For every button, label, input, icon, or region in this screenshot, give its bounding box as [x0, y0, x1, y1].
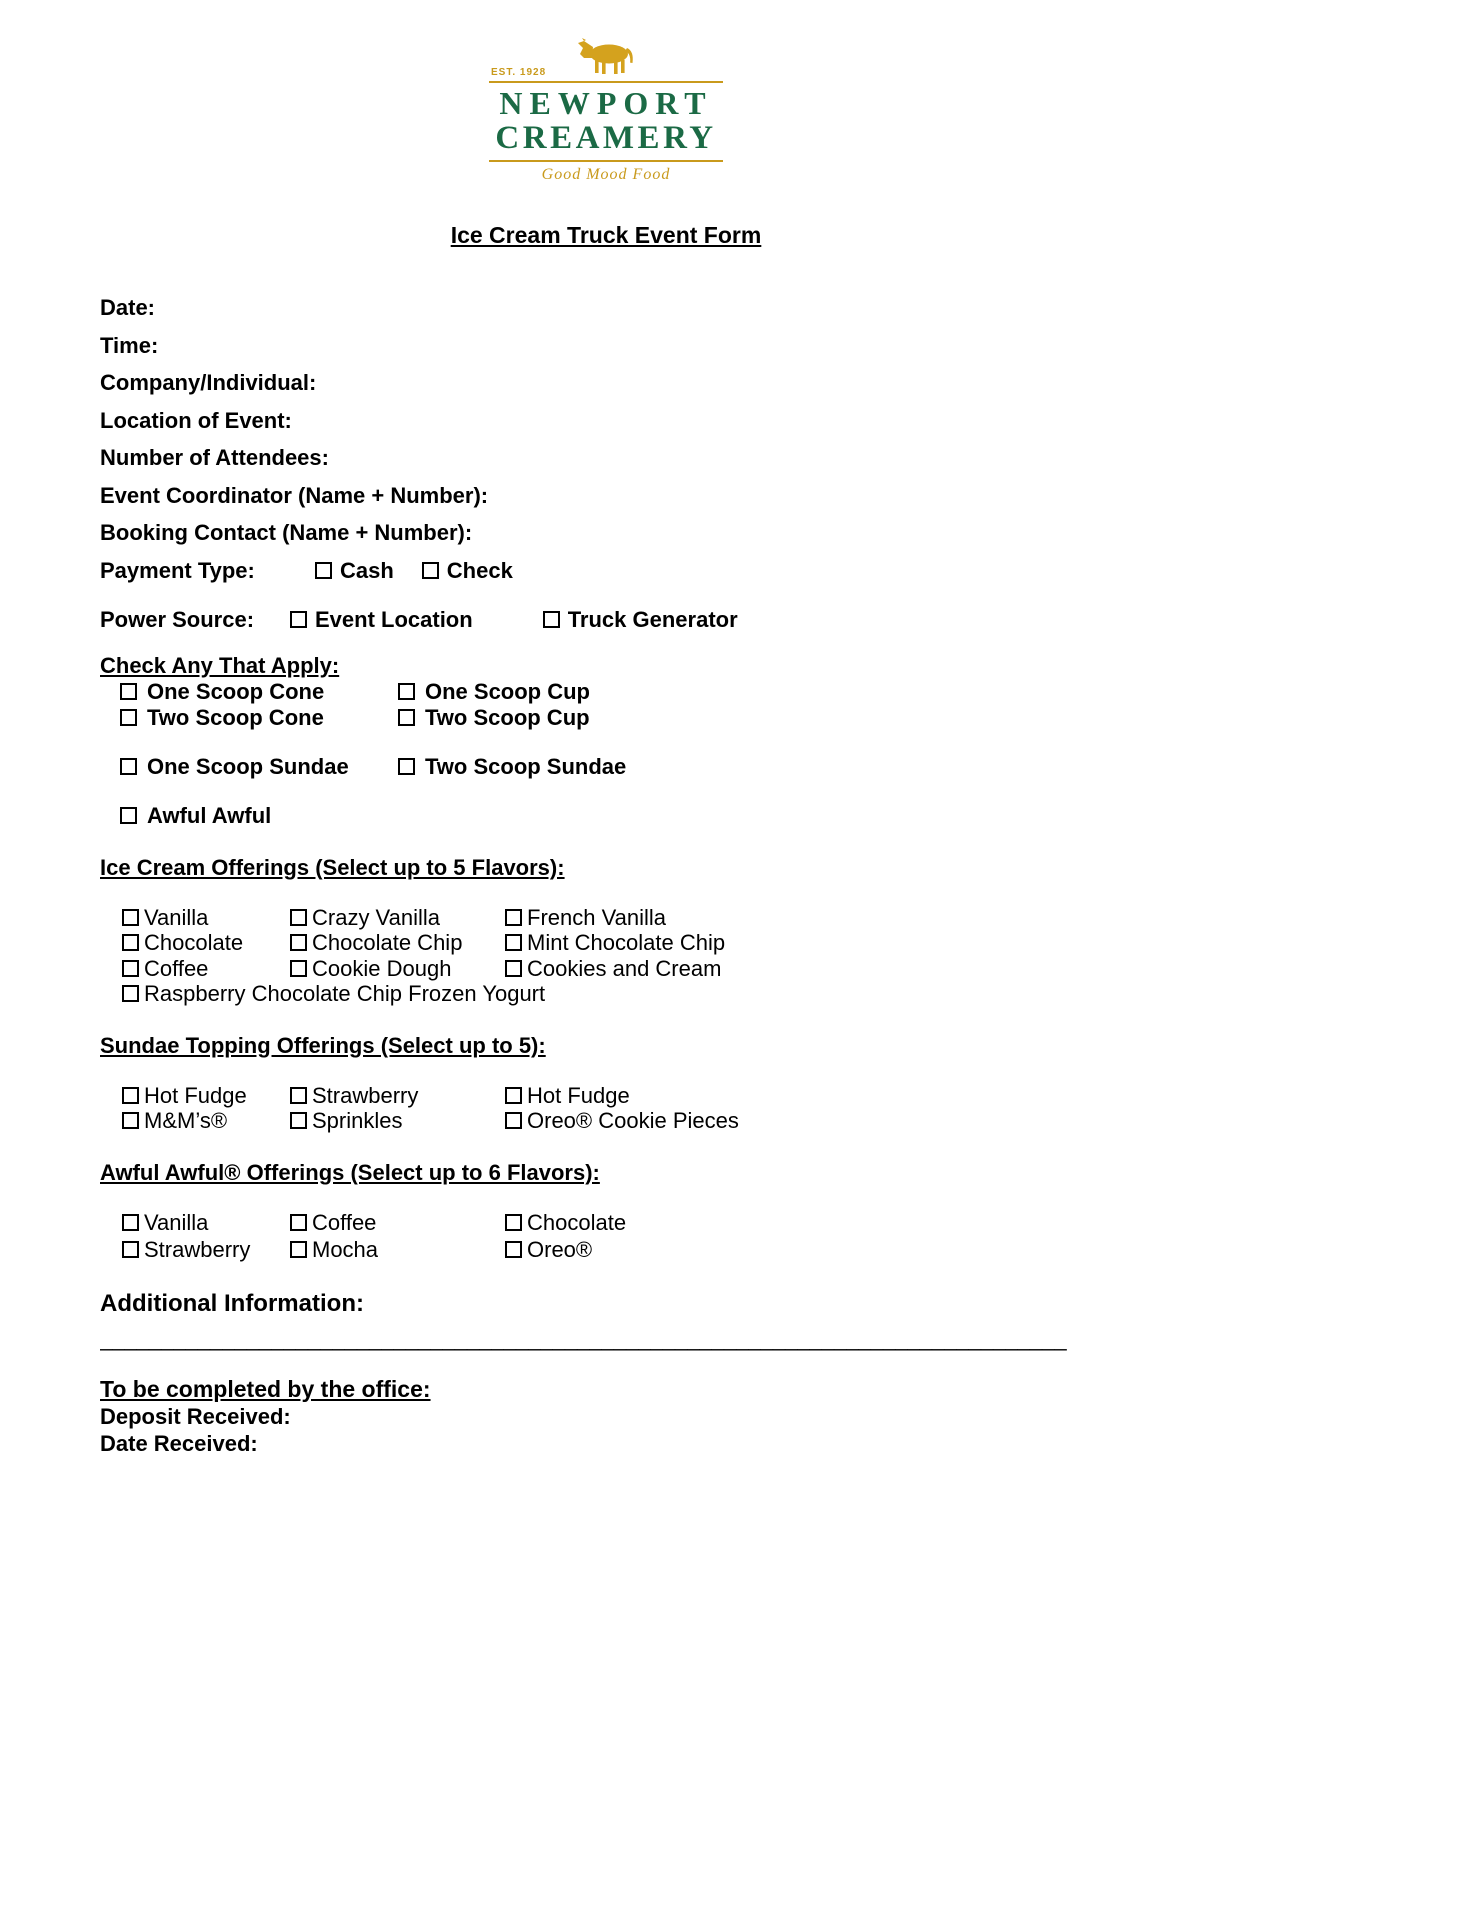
gold-divider-bottom: [489, 160, 723, 162]
hot-fudge-1-label: Hot Fudge: [144, 1082, 247, 1108]
french-vanilla-checkbox[interactable]: [505, 909, 522, 926]
date-received-label: Date Received:: [100, 1430, 258, 1456]
aa-strawberry-label: Strawberry: [144, 1237, 251, 1262]
power-option-event-location: [290, 601, 473, 639]
aa-vanilla-checkbox[interactable]: [122, 1214, 139, 1231]
aa-oreo-label: Oreo®: [527, 1237, 593, 1262]
field-event-coordinator: Event Coordinator (Name + Number):: [100, 482, 489, 508]
mms-checkbox[interactable]: [122, 1112, 139, 1129]
two-scoop-cup-checkbox[interactable]: [398, 709, 415, 726]
awful-awful-grid: [100, 1210, 1075, 1263]
payment-option-cash: [315, 552, 394, 590]
cookies-and-cream-label: Cookies and Cream: [527, 955, 722, 981]
field-company-individual: Company/Individual:: [100, 370, 317, 395]
item-coffee: [122, 956, 290, 982]
one-scoop-cone-label: One Scoop Cone: [147, 678, 325, 704]
two-scoop-sundae-checkbox[interactable]: [398, 758, 415, 775]
event-location-label: Event Location: [315, 607, 473, 632]
two-scoop-cone-checkbox[interactable]: [120, 709, 137, 726]
item-mint-chocolate-chip: [505, 930, 1075, 956]
ice-cream-offerings-section: [100, 855, 1075, 1007]
aa-mocha-label: Mocha: [312, 1237, 379, 1262]
item-two-scoop-cone: [120, 705, 398, 731]
header: [100, 34, 1112, 249]
mint-chocolate-chip-label: Mint Chocolate Chip: [527, 930, 726, 955]
mint-chocolate-chip-checkbox[interactable]: [505, 934, 522, 951]
sprinkles-label: Sprinkles: [312, 1108, 403, 1133]
crazy-vanilla-label: Crazy Vanilla: [312, 904, 440, 930]
truck-generator-checkbox[interactable]: [543, 611, 560, 628]
item-aa-vanilla: [122, 1210, 290, 1236]
hot-fudge-1-checkbox[interactable]: [122, 1087, 139, 1104]
item-two-scoop-cup: [398, 705, 1075, 731]
field-time: Time:: [100, 332, 159, 358]
item-one-scoop-sundae: [120, 754, 398, 780]
one-scoop-cone-checkbox[interactable]: [120, 683, 137, 700]
one-scoop-sundae-checkbox[interactable]: [120, 758, 137, 775]
cookie-dough-checkbox[interactable]: [290, 960, 307, 977]
awful-awful-offerings-section: [100, 1160, 1075, 1263]
item-crazy-vanilla: [290, 905, 505, 931]
item-mms: [122, 1108, 290, 1134]
item-vanilla: [122, 905, 290, 931]
item-strawberry-topping: [290, 1083, 505, 1109]
item-french-vanilla: [505, 905, 1075, 931]
raspberry-choc-chip-froyo-label: Raspberry Chocolate Chip Frozen Yogurt: [144, 981, 546, 1006]
logo-name-creamery: CREAMERY: [495, 120, 717, 156]
chocolate-chip-label: Chocolate Chip: [312, 930, 463, 955]
chocolate-checkbox[interactable]: [122, 934, 139, 951]
power-source-label: Power Source:: [100, 607, 255, 632]
field-date: Date:: [100, 295, 156, 320]
chocolate-chip-checkbox[interactable]: [290, 934, 307, 951]
logo-name-newport: NEWPORT: [499, 85, 713, 121]
aa-strawberry-checkbox[interactable]: [122, 1241, 139, 1258]
additional-information-section: [100, 1290, 1075, 1352]
cash-label: Cash: [340, 557, 394, 583]
strawberry-topping-label: Strawberry: [312, 1082, 419, 1108]
truck-generator-label: Truck Generator: [567, 607, 738, 632]
two-scoop-sundae-label: Two Scoop Sundae: [425, 753, 627, 779]
item-cookies-and-cream: [505, 956, 1075, 982]
item-aa-coffee: [290, 1210, 505, 1236]
awful-awful-checkbox[interactable]: [120, 807, 137, 824]
item-one-scoop-cup: [398, 679, 1075, 705]
item-chocolate-chip: [290, 930, 505, 956]
hot-fudge-2-label: Hot Fudge: [527, 1082, 630, 1108]
contact-fields: [100, 289, 1075, 639]
item-aa-chocolate: [505, 1210, 1075, 1236]
field-booking-contact: Booking Contact (Name + Number):: [100, 520, 473, 545]
item-one-scoop-cone: [120, 679, 398, 705]
check-any-grid: [100, 679, 1075, 731]
form-page: [100, 34, 1075, 1457]
additional-information-line: _______________________________________________________________________________: [100, 1325, 1067, 1351]
aa-vanilla-label: Vanilla: [144, 1209, 209, 1235]
crazy-vanilla-checkbox[interactable]: [290, 909, 307, 926]
event-location-checkbox[interactable]: [290, 611, 307, 628]
oreo-cookie-pieces-label: Oreo® Cookie Pieces: [527, 1108, 739, 1133]
cow-icon: [575, 38, 637, 83]
check-label: Check: [446, 557, 513, 583]
item-awful-awful: [120, 803, 398, 829]
item-hot-fudge-1: [122, 1083, 290, 1109]
one-scoop-cup-label: One Scoop Cup: [425, 678, 590, 704]
awful-awful-label: Awful Awful: [147, 802, 272, 828]
ice-cream-offerings-heading: Ice Cream Offerings (Select up to 5 Flavors):: [100, 854, 565, 880]
two-scoop-cone-label: Two Scoop Cone: [147, 704, 324, 730]
strawberry-topping-checkbox[interactable]: [290, 1087, 307, 1104]
item-chocolate: [122, 930, 290, 956]
oreo-cookie-pieces-checkbox[interactable]: [505, 1112, 522, 1129]
newport-creamery-logo: [489, 34, 723, 184]
item-two-scoop-sundae: [398, 754, 1075, 780]
deposit-received-label: Deposit Received:: [100, 1403, 291, 1429]
french-vanilla-label: French Vanilla: [527, 904, 666, 930]
aa-oreo-checkbox[interactable]: [505, 1241, 522, 1258]
item-hot-fudge-2: [505, 1083, 1075, 1109]
coffee-checkbox[interactable]: [122, 960, 139, 977]
page-title: Ice Cream Truck Event Form: [450, 222, 762, 248]
logo-tagline: Good Mood Food: [541, 166, 671, 183]
additional-information-label: Additional Information:: [100, 1289, 364, 1317]
two-scoop-cup-label: Two Scoop Cup: [425, 704, 590, 730]
ice-cream-flavor-grid: [100, 905, 1075, 1007]
vanilla-label: Vanilla: [144, 904, 209, 930]
aa-chocolate-label: Chocolate: [527, 1209, 627, 1235]
aa-coffee-checkbox[interactable]: [290, 1214, 307, 1231]
item-sprinkles: [290, 1108, 505, 1134]
check-any-heading: Check Any That Apply:: [100, 652, 340, 678]
payment-option-check: [422, 552, 513, 590]
cookies-and-cream-checkbox[interactable]: [505, 960, 522, 977]
payment-type-row: [100, 552, 1075, 590]
item-raspberry-choc-chip-froyo: [122, 981, 1075, 1007]
chocolate-label: Chocolate: [144, 930, 244, 955]
sundae-topping-grid: [100, 1083, 1075, 1134]
awful-awful-offerings-heading: Awful Awful® Offerings (Select up to 6 Flavors):: [100, 1159, 600, 1185]
raspberry-choc-chip-froyo-checkbox[interactable]: [122, 985, 139, 1002]
check-any-grid-sundaes: [100, 754, 1075, 780]
item-cookie-dough: [290, 956, 505, 982]
power-source-row: [100, 601, 1075, 639]
one-scoop-sundae-label: One Scoop Sundae: [147, 753, 349, 779]
item-aa-mocha: [290, 1237, 505, 1263]
payment-type-label: Payment Type:: [100, 557, 255, 583]
check-any-section: [100, 653, 1075, 829]
item-aa-strawberry: [122, 1237, 290, 1263]
aa-coffee-label: Coffee: [312, 1209, 377, 1235]
item-oreo-cookie-pieces: [505, 1108, 1075, 1134]
sprinkles-checkbox[interactable]: [290, 1112, 307, 1129]
field-number-of-attendees: Number of Attendees:: [100, 445, 329, 470]
est-1928-label: EST. 1928: [491, 67, 547, 78]
power-option-truck-generator: [543, 601, 738, 639]
field-location-of-event: Location of Event:: [100, 407, 292, 433]
item-aa-oreo: [505, 1237, 1075, 1263]
office-heading: To be completed by the office:: [100, 1375, 431, 1402]
sundae-topping-heading: Sundae Topping Offerings (Select up to 5):: [100, 1032, 546, 1058]
vanilla-checkbox[interactable]: [122, 909, 139, 926]
cash-checkbox[interactable]: [315, 562, 332, 579]
cookie-dough-label: Cookie Dough: [312, 955, 452, 981]
check-any-grid-awful: [100, 803, 1075, 829]
sundae-topping-section: [100, 1033, 1075, 1134]
aa-mocha-checkbox[interactable]: [290, 1241, 307, 1258]
aa-chocolate-checkbox[interactable]: [505, 1214, 522, 1231]
office-section: [100, 1376, 1075, 1457]
check-checkbox[interactable]: [422, 562, 439, 579]
coffee-label: Coffee: [144, 955, 209, 981]
mms-label: M&M’s®: [144, 1108, 228, 1133]
hot-fudge-2-checkbox[interactable]: [505, 1087, 522, 1104]
one-scoop-cup-checkbox[interactable]: [398, 683, 415, 700]
